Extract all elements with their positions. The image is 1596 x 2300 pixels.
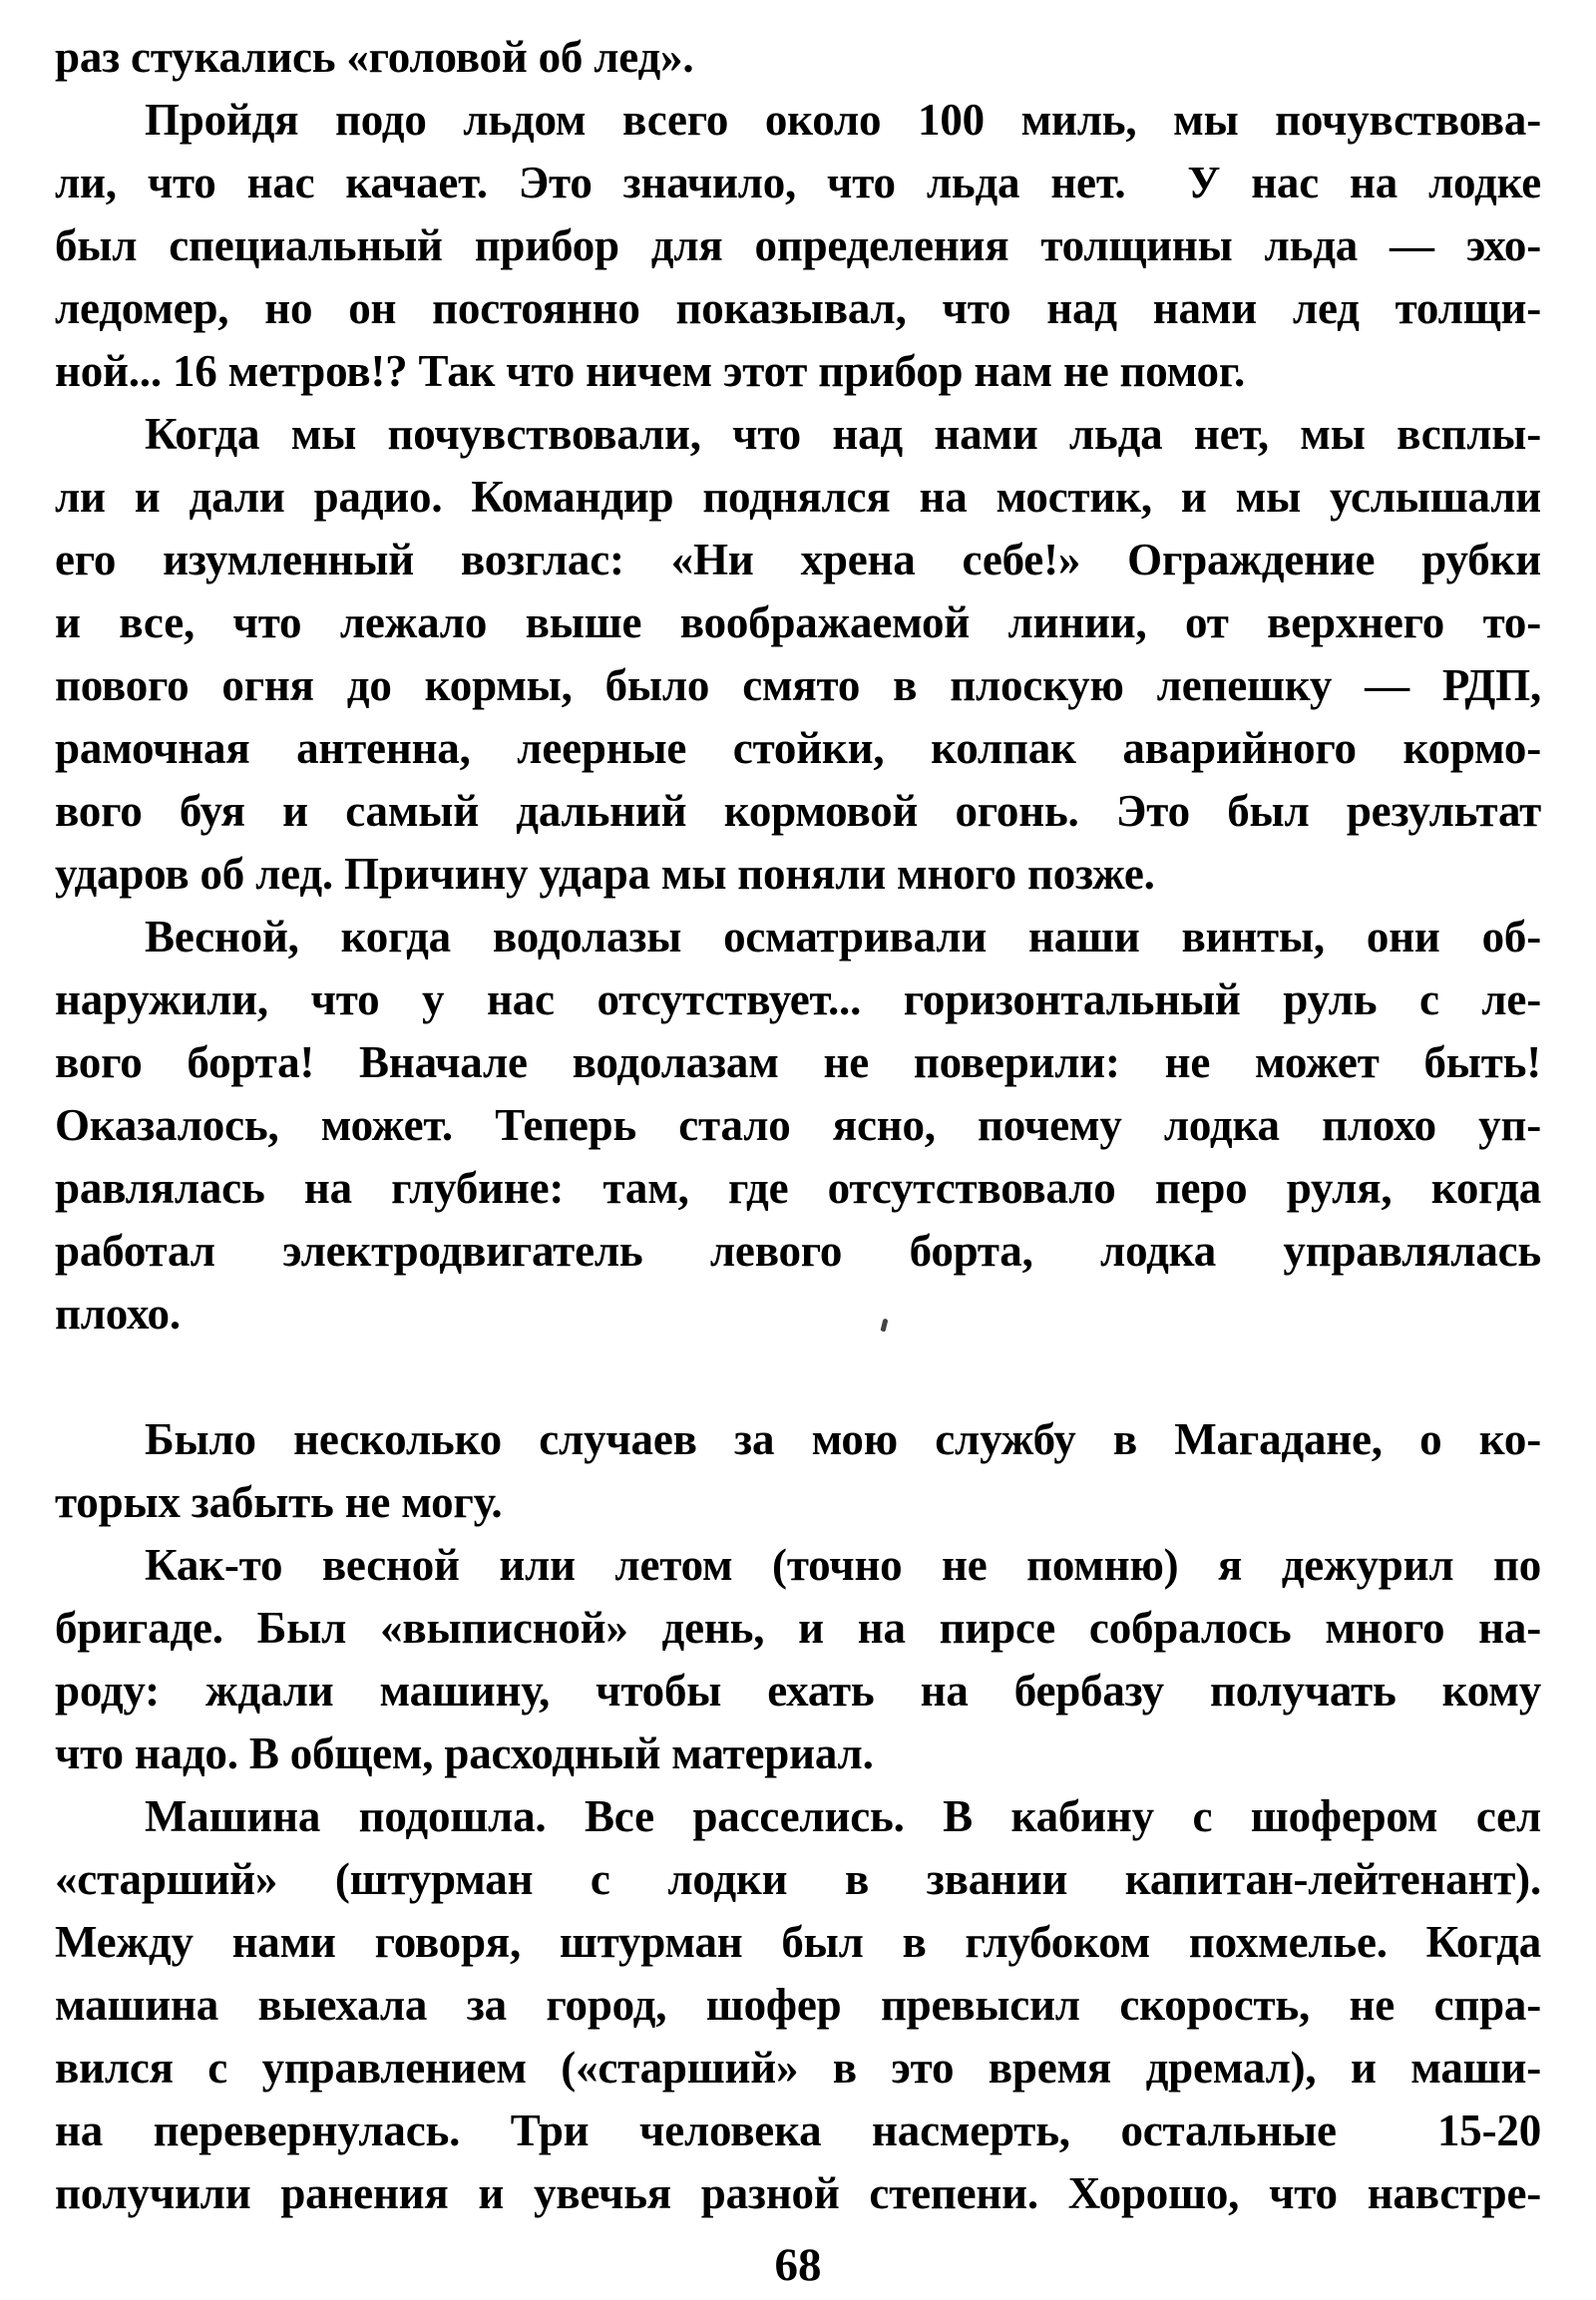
text-line: раз стукались «головой об лед». (55, 32, 694, 82)
text-line: вого буя и самый дальний кормовой огонь. Это был результат (55, 786, 1541, 836)
text-line: машина выехала за город, шофер превысил скорость, не спра- (55, 1980, 1541, 2030)
paragraph (55, 403, 1541, 906)
paragraph (55, 1785, 1541, 2225)
text-line: ной... 16 метров!? Так что ничем этот прибор нам не помог. (55, 346, 1246, 396)
text-line: пового огня до кормы, было смято в плоскую лепешку — РДП, (55, 660, 1541, 710)
text-line: вого борта! Вначале водолазам не поверили: не может быть! (55, 1037, 1541, 1087)
text-line: работал электродвигатель левого борта, лодка управлялась (55, 1226, 1541, 1276)
paragraph (55, 26, 1541, 89)
text-line: Между нами говоря, штурман был в глубоком похмелье. Когда (55, 1917, 1541, 1967)
text-line: что надо. В общем, расходный материал. (55, 1728, 874, 1778)
text-line: рамочная антенна, леерные стойки, колпак аварийного кормо- (55, 723, 1541, 773)
text-line: Оказалось, может. Теперь стало ясно, почему лодка плохо уп- (55, 1100, 1541, 1150)
text-line: ли и дали радио. Командир поднялся на мостик, и мы услышали (55, 472, 1541, 522)
text-line: был специальный прибор для определения толщины льда — эхо- (55, 220, 1541, 270)
text-line: равлялась на глубине: там, где отсутствовало перо руля, когда (55, 1163, 1541, 1213)
text-line: ледомер, но он постоянно показывал, что над нами лед толщи- (55, 283, 1541, 333)
page-text-block (55, 26, 1541, 2225)
text-line: его изумленный возглас: «Ни хрена себе!» Ограждение рубки (55, 535, 1541, 584)
text-line: получили ранения и увечья разной степени. Хорошо, что навстре- (55, 2168, 1541, 2218)
text-line: ударов об лед. Причину удара мы поняли много позже. (55, 849, 1155, 899)
text-line: на перевернулась. Три человека насмерть, остальные 15-20 (55, 2106, 1541, 2155)
text-line: Было несколько случаев за мою службу в Магадане, о ко- (145, 1414, 1541, 1464)
text-line: Как-то весной или летом (точно не помню) я дежурил по (145, 1540, 1541, 1590)
paragraph (55, 906, 1541, 1345)
text-line: плохо. (55, 1289, 181, 1339)
text-line: торых забыть не могу. (55, 1477, 503, 1527)
text-line: «старший» (штурман с лодки в звании капитан-лейтенант). (55, 1854, 1541, 1904)
text-line: бригаде. Был «выписной» день, и на пирсе собралось много на- (55, 1603, 1541, 1653)
paragraph (55, 1408, 1541, 1534)
text-line: Машина подошла. Все расселись. В кабину с шофером сел (145, 1791, 1541, 1841)
page-number: 68 (774, 2239, 822, 2291)
text-line: наружили, что у нас отсутствует... горизонтальный руль с ле- (55, 974, 1541, 1024)
text-line: Пройдя подо льдом всего около 100 миль, мы почувствова- (145, 95, 1541, 145)
text-line: Когда мы почувствовали, что над нами льда нет, мы всплы- (145, 409, 1541, 459)
text-line: Весной, когда водолазы осматривали наши винты, они об- (145, 912, 1541, 961)
paragraph (55, 1534, 1541, 1785)
text-line: роду: ждали машину, чтобы ехать на бербазу получать кому (55, 1666, 1541, 1716)
text-line: ли, что нас качает. Это значило, что льда нет. У нас на лодке (55, 158, 1541, 207)
text-line: вился с управлением («старший» в это время дремал), и маши- (55, 2043, 1541, 2093)
text-line: и все, что лежало выше воображаемой линии, от верхнего то- (55, 597, 1541, 647)
paragraph (55, 89, 1541, 403)
